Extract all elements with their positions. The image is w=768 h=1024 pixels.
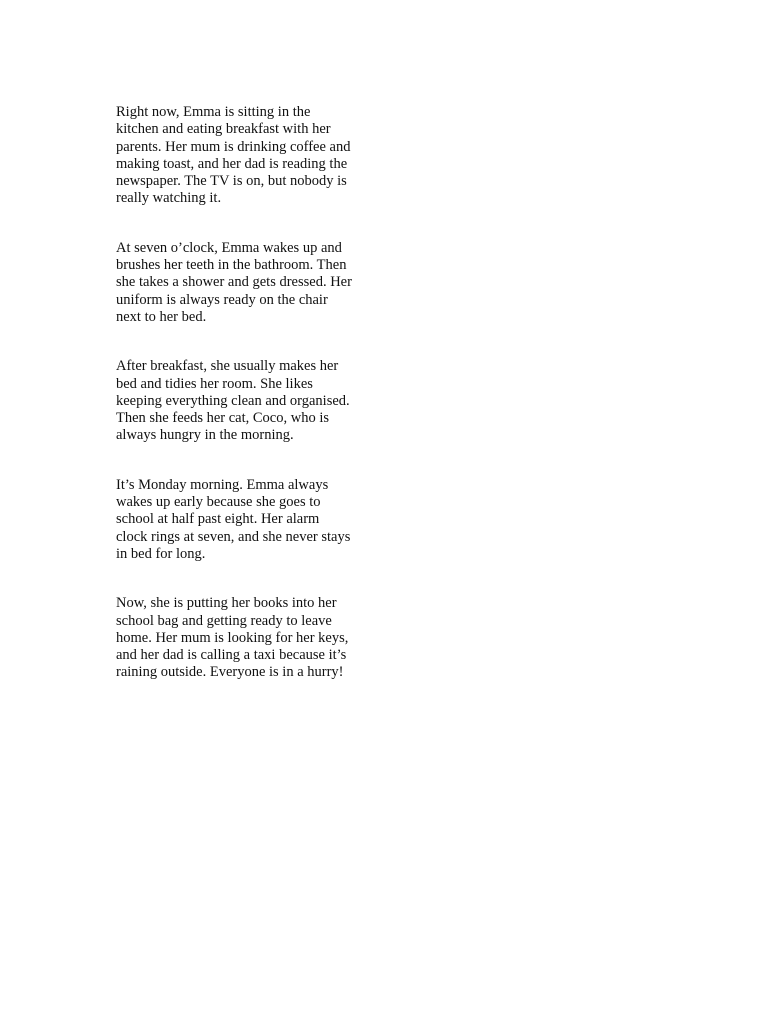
paragraph-leaving-home: Now, she is putting her books into her school bag and getting ready to leave home. Her mum is looking for her keys, and her dad is calling a taxi because it’s raining outside. Everyone is in a hurry! [116,595,349,681]
paragraph-wake-up: At seven o’clock, Emma wakes up and brushes her teeth in the bathroom. Then she takes a shower and gets dressed. Her uniform is always ready on the chair next to her bed. [116,239,352,325]
document-body [116,104,374,682]
paragraph-breakfast: Right now, Emma is sitting in the kitchen and eating breakfast with her parents. Her mum is drinking coffee and making toast, and her dad is reading the newspaper. The TV is on, but nobody is really watching it. [116,104,351,207]
paragraph-after-breakfast: After breakfast, she usually makes her bed and tidies her room. She likes keeping everything clean and organised. Then she feeds her cat, Coco, who is always hungry in the morning. [116,358,350,444]
paragraph-monday-morning: It’s Monday morning. Emma always wakes up early because she goes to school at half past eight. Her alarm clock rings at seven, and she never stays in bed for long. [116,476,351,562]
